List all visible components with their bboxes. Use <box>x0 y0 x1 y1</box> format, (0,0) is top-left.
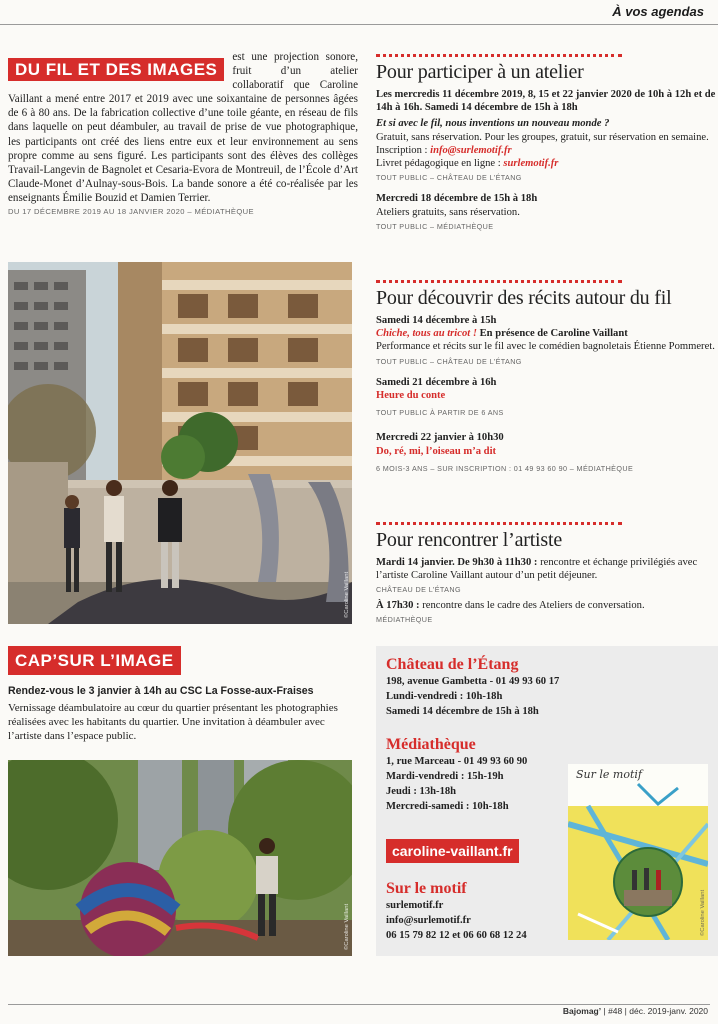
event-title-rest: En présence de Caroline Vaillant <box>476 328 628 340</box>
event-text: Gratuit, sans réservation. Pour les groupes, gratuit, sur réservation en semaine. Inscription : <box>376 131 709 156</box>
article-cap-sur-image <box>8 646 354 743</box>
sur-le-motif-card-image <box>568 764 708 940</box>
event-audience: 6 MOIS-3 ANS – SUR INSCRIPTION : 01 49 93 60 90 – MÉDIATHÈQUE <box>376 463 634 473</box>
event-date: Mercredi 22 janvier à 10h30 <box>376 432 504 444</box>
photo-credit: ©Caroline Vaillant <box>344 571 350 618</box>
section-recits <box>376 280 718 475</box>
event-atelier-1 <box>376 88 718 184</box>
event-text: Performance et récits sur le fil avec le comédien bagnoletais Étienne Pommeret. <box>376 341 715 353</box>
venue-mediatheque <box>386 736 566 814</box>
venue-hours: Mercredi-samedi : 10h-18h <box>386 801 509 812</box>
section-atelier <box>376 54 718 233</box>
motif-website-link[interactable]: surlemotif.fr <box>386 900 444 911</box>
event-date: Mardi 14 janvier. De 9h30 à 11h30 : <box>376 557 538 568</box>
section-label: À vos agendas <box>606 4 710 19</box>
section-divider <box>376 54 622 57</box>
footer-sep: | <box>624 1006 627 1016</box>
article2-title: CAP’SUR L’IMAGE <box>8 646 181 675</box>
event-date: À 17h30 : <box>376 599 420 611</box>
event-date: Les mercredis 11 décembre 2019, 8, 15 et 22 janvier 2020 de 10h à 12h et de 14h à 16h. Samedi 14 décembre de 15h à 18h <box>376 89 716 114</box>
magazine-name: Bajomag’ <box>562 1006 602 1016</box>
event-text: rencontre et échange privilégiés avec l’artiste Caroline Vaillant autour d’un petit déjeuner. <box>376 557 698 582</box>
card-credit: ©Caroline Vaillant <box>700 889 706 936</box>
motif-email-link[interactable]: info@surlemotif.fr <box>386 915 471 926</box>
venue-chateau <box>386 656 716 719</box>
event-recits-2 <box>376 376 718 420</box>
photo-building-weaving <box>8 262 352 624</box>
event-title: Chiche, tous au tricot ! <box>376 328 477 340</box>
event-audience: TOUT PUBLIC – CHÂTEAU DE L’ÉTANG <box>376 173 522 183</box>
venue-name: Sur le motif <box>386 880 467 897</box>
page-footer <box>0 1000 718 1024</box>
section-artiste <box>376 522 718 626</box>
footer-sep: | <box>603 1006 606 1016</box>
venue-address: 1, rue Marceau - 01 49 93 60 90 <box>386 756 528 767</box>
motif-phones: 06 15 79 82 12 et 06 60 68 12 24 <box>386 930 527 941</box>
event-date: Samedi 21 décembre à 16h <box>376 376 497 388</box>
header-rule <box>0 24 718 25</box>
venue-hours: Jeudi : 13h-18h <box>386 786 457 797</box>
venue-hours: Samedi 14 décembre de 15h à 18h <box>386 706 539 717</box>
article-title: DU FIL ET DES IMAGES <box>8 58 224 81</box>
event-title: Do, ré, mi, l’oiseau m’a dit <box>376 445 497 457</box>
article-du-fil <box>8 50 358 216</box>
event-text: Ateliers gratuits, sans réservation. <box>376 206 520 218</box>
section-divider <box>376 280 622 283</box>
section-title: Pour découvrir des récits autour du fil <box>376 287 672 309</box>
event-date: Samedi 14 décembre à 15h <box>376 315 497 326</box>
photo-park-sculpture <box>8 760 352 956</box>
artist-site-link[interactable]: caroline-vaillant.fr <box>386 839 519 863</box>
venue-name: Château de l’Étang <box>386 656 519 673</box>
email-link[interactable]: info@surlemotif.fr <box>430 144 512 156</box>
section-title: Pour rencontrer l’artiste <box>376 529 563 551</box>
issue-number: #48 <box>608 1006 623 1016</box>
article2-lead: Rendez-vous le 3 janvier à 14h au CSC La Fosse-aux-Fraises <box>8 685 314 697</box>
section-title: Pour participer à un atelier <box>376 61 584 83</box>
motif-card-illustration <box>568 764 708 940</box>
event-audience: TOUT PUBLIC – MÉDIATHÈQUE <box>376 221 494 231</box>
card-handwriting: Sur le motif <box>576 768 642 781</box>
venue-hours: Lundi-vendredi : 10h-18h <box>386 691 503 702</box>
article2-body: Vernissage déambulatoire au cœur du quartier présentant les photographies réalisées avec les habitants du quartier. Une invitation à déambuler avec l’artiste dans l’espace public. <box>8 702 338 742</box>
section-divider <box>376 522 622 525</box>
footer-text <box>563 1006 708 1016</box>
event-atelier-2 <box>376 192 718 233</box>
event-artiste-2 <box>376 599 718 626</box>
page-header <box>0 0 718 26</box>
photo-illustration <box>8 262 352 624</box>
venue-address: 198, avenue Gambetta - 01 49 93 60 17 <box>386 676 560 687</box>
artist-site <box>386 839 519 863</box>
event-recits-1 <box>376 314 718 368</box>
event-audience: CHÂTEAU DE L’ÉTANG <box>376 585 461 595</box>
event-audience: TOUT PUBLIC À PARTIR DE 6 ANS <box>376 408 504 418</box>
photo2-credit: ©Caroline Vaillant <box>344 903 350 950</box>
venue-name: Médiathèque <box>386 736 476 753</box>
event-title: Heure du conte <box>376 390 446 402</box>
article-meta: DU 17 DÉCEMBRE 2019 AU 18 JANVIER 2020 – MÉDIATHÈQUE <box>8 207 255 217</box>
event-text: rencontre dans le cadre des Ateliers de conversation. <box>419 599 645 611</box>
livret-label: Livret pédagogique en ligne : <box>376 158 504 170</box>
article-text: est une projection sonore, fruit d’un atelier collaboratif que Caroline Vaillant a mené entre 2017 et 2019 avec une soixantaine de personnes âgées de 6 à 80 ans. De la fabrication collective d’une toile géante, en réseau de fils dans laquelle on peut déambuler, au travail de prise de vue photographique, les participants ont créé des liens entre eux et leur environnement au sens propre comme au sens figuré. Les participants sont des élèves des collèges Travail-Langevin de Bagnolet et Cesaria-Evora de Montreuil, de l’École d’Art Claude-Monet d’Aulnay-sous-Bois. La bande sonore a été co-réalisée par les enseignants Émilie Bouzid et Damien Terrier. <box>8 51 358 204</box>
event-question: Et si avec le fil, nous inventions un nouveau monde ? <box>376 118 610 130</box>
event-audience: MÉDIATHÈQUE <box>376 614 433 624</box>
issue-date: déc. 2019-janv. 2020 <box>629 1006 708 1016</box>
venue-hours: Mardi-vendredi : 15h-19h <box>386 771 504 782</box>
event-artiste-1 <box>376 556 718 597</box>
photo2-illustration <box>8 760 352 956</box>
event-date: Mercredi 18 décembre de 15h à 18h <box>376 193 538 205</box>
event-recits-3 <box>376 431 718 475</box>
footer-rule <box>8 1004 710 1005</box>
venue-sur-le-motif <box>386 880 566 943</box>
website-link[interactable]: surlemotif.fr <box>503 158 559 170</box>
venues-info-box <box>376 646 718 956</box>
event-audience: TOUT PUBLIC – CHÂTEAU DE L’ÉTANG <box>376 356 522 366</box>
article-body <box>8 50 358 205</box>
